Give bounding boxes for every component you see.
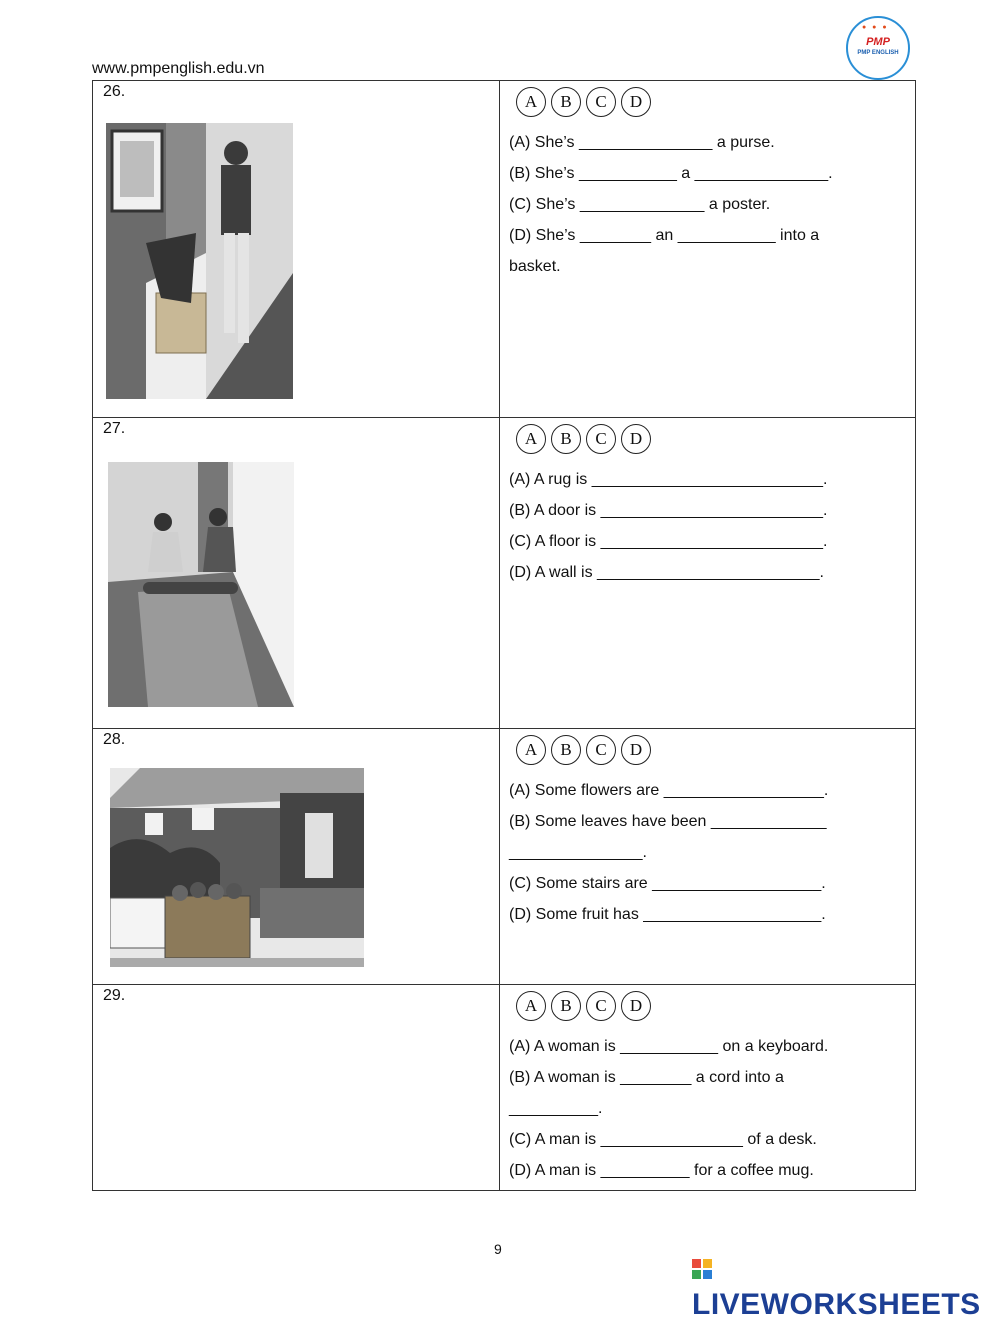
question-number: 28.: [103, 731, 126, 748]
logo-dots-icon: ● ● ●: [862, 24, 889, 31]
answer-circle-b[interactable]: B: [551, 424, 581, 454]
option-line[interactable]: (C) A floor is _________________________.: [509, 533, 828, 550]
liveworksheets-blocks-icon: [692, 1259, 712, 1279]
answer-circle-a[interactable]: A: [516, 991, 546, 1021]
question-text-cell: [500, 729, 916, 985]
option-line[interactable]: (B) Some leaves have been _____________: [509, 813, 827, 830]
page-number: 9: [494, 1241, 502, 1257]
answer-circle-b[interactable]: B: [551, 87, 581, 117]
option-line[interactable]: (B) A door is _________________________.: [509, 502, 828, 519]
answer-circle-c[interactable]: C: [586, 991, 616, 1021]
liveworksheets-text: LIVEWORKSHEETS: [692, 1288, 981, 1321]
answer-circle-c[interactable]: C: [586, 87, 616, 117]
option-line[interactable]: (A) A rug is __________________________.: [509, 471, 828, 488]
question-row-29: [93, 985, 916, 1191]
option-line: basket.: [509, 258, 561, 275]
liveworksheets-logo: [692, 1254, 1000, 1322]
option-lines: [509, 127, 885, 282]
answer-circle-d[interactable]: D: [621, 991, 651, 1021]
answer-circle-b[interactable]: B: [551, 735, 581, 765]
question-row-26: [93, 81, 916, 418]
question-text-cell: [500, 81, 916, 418]
answer-circle-a[interactable]: A: [516, 424, 546, 454]
question-text-cell: [500, 418, 916, 729]
answer-circle-d[interactable]: D: [621, 424, 651, 454]
option-line[interactable]: (D) A man is __________ for a coffee mug.: [509, 1162, 814, 1179]
answer-circle-b[interactable]: B: [551, 991, 581, 1021]
question-number: 27.: [103, 420, 126, 437]
option-line: __________.: [509, 1100, 603, 1117]
option-lines: [509, 775, 885, 930]
question-number: 26.: [103, 83, 126, 100]
answer-circles: [516, 991, 651, 1021]
woman-umbrella-basket-photo: [106, 123, 293, 399]
option-line[interactable]: (C) She’s ______________ a poster.: [509, 196, 771, 213]
question-number: 29.: [103, 987, 126, 1004]
option-lines: [509, 1031, 885, 1186]
option-line: _______________.: [509, 844, 647, 861]
answer-circle-d[interactable]: D: [621, 87, 651, 117]
option-line[interactable]: (C) A man is ________________ of a desk.: [509, 1131, 817, 1148]
pmp-logo: [846, 16, 910, 80]
question-row-28: [93, 729, 916, 985]
answer-circle-a[interactable]: A: [516, 87, 546, 117]
answer-circles: [516, 424, 651, 454]
answer-circles: [516, 735, 651, 765]
option-line[interactable]: (B) She’s ___________ a _______________.: [509, 165, 833, 182]
questions-table: [92, 80, 916, 1191]
answer-circle-c[interactable]: C: [586, 735, 616, 765]
answer-circle-d[interactable]: D: [621, 735, 651, 765]
answer-circle-a[interactable]: A: [516, 735, 546, 765]
question-image-cell: [93, 81, 500, 418]
option-line[interactable]: (B) A woman is ________ a cord into a: [509, 1069, 784, 1086]
answer-circles: [516, 87, 651, 117]
option-line[interactable]: (D) Some fruit has ____________________.: [509, 906, 826, 923]
question-row-27: [93, 418, 916, 729]
question-image-cell: [93, 418, 500, 729]
option-line[interactable]: (D) A wall is _________________________.: [509, 564, 824, 581]
option-line[interactable]: (A) A woman is ___________ on a keyboard.: [509, 1038, 829, 1055]
logo-sub: PMP ENGLISH: [857, 50, 899, 56]
logo-text: PMP: [866, 36, 890, 48]
women-rolling-rug-photo: [108, 462, 294, 707]
option-lines: [509, 464, 885, 588]
option-line[interactable]: (C) Some stairs are ___________________.: [509, 875, 826, 892]
site-url: www.pmpenglish.edu.vn: [92, 60, 265, 77]
question-text-cell: [500, 985, 916, 1191]
question-image-cell: [93, 729, 500, 985]
answer-circle-c[interactable]: C: [586, 424, 616, 454]
option-line[interactable]: (A) She’s _______________ a purse.: [509, 134, 775, 151]
question-image-cell: [93, 985, 500, 1191]
option-line[interactable]: (D) She’s ________ an ___________ into a: [509, 227, 820, 244]
option-line[interactable]: (A) Some flowers are __________________.: [509, 782, 829, 799]
house-fruit-crates-photo: [110, 768, 364, 967]
